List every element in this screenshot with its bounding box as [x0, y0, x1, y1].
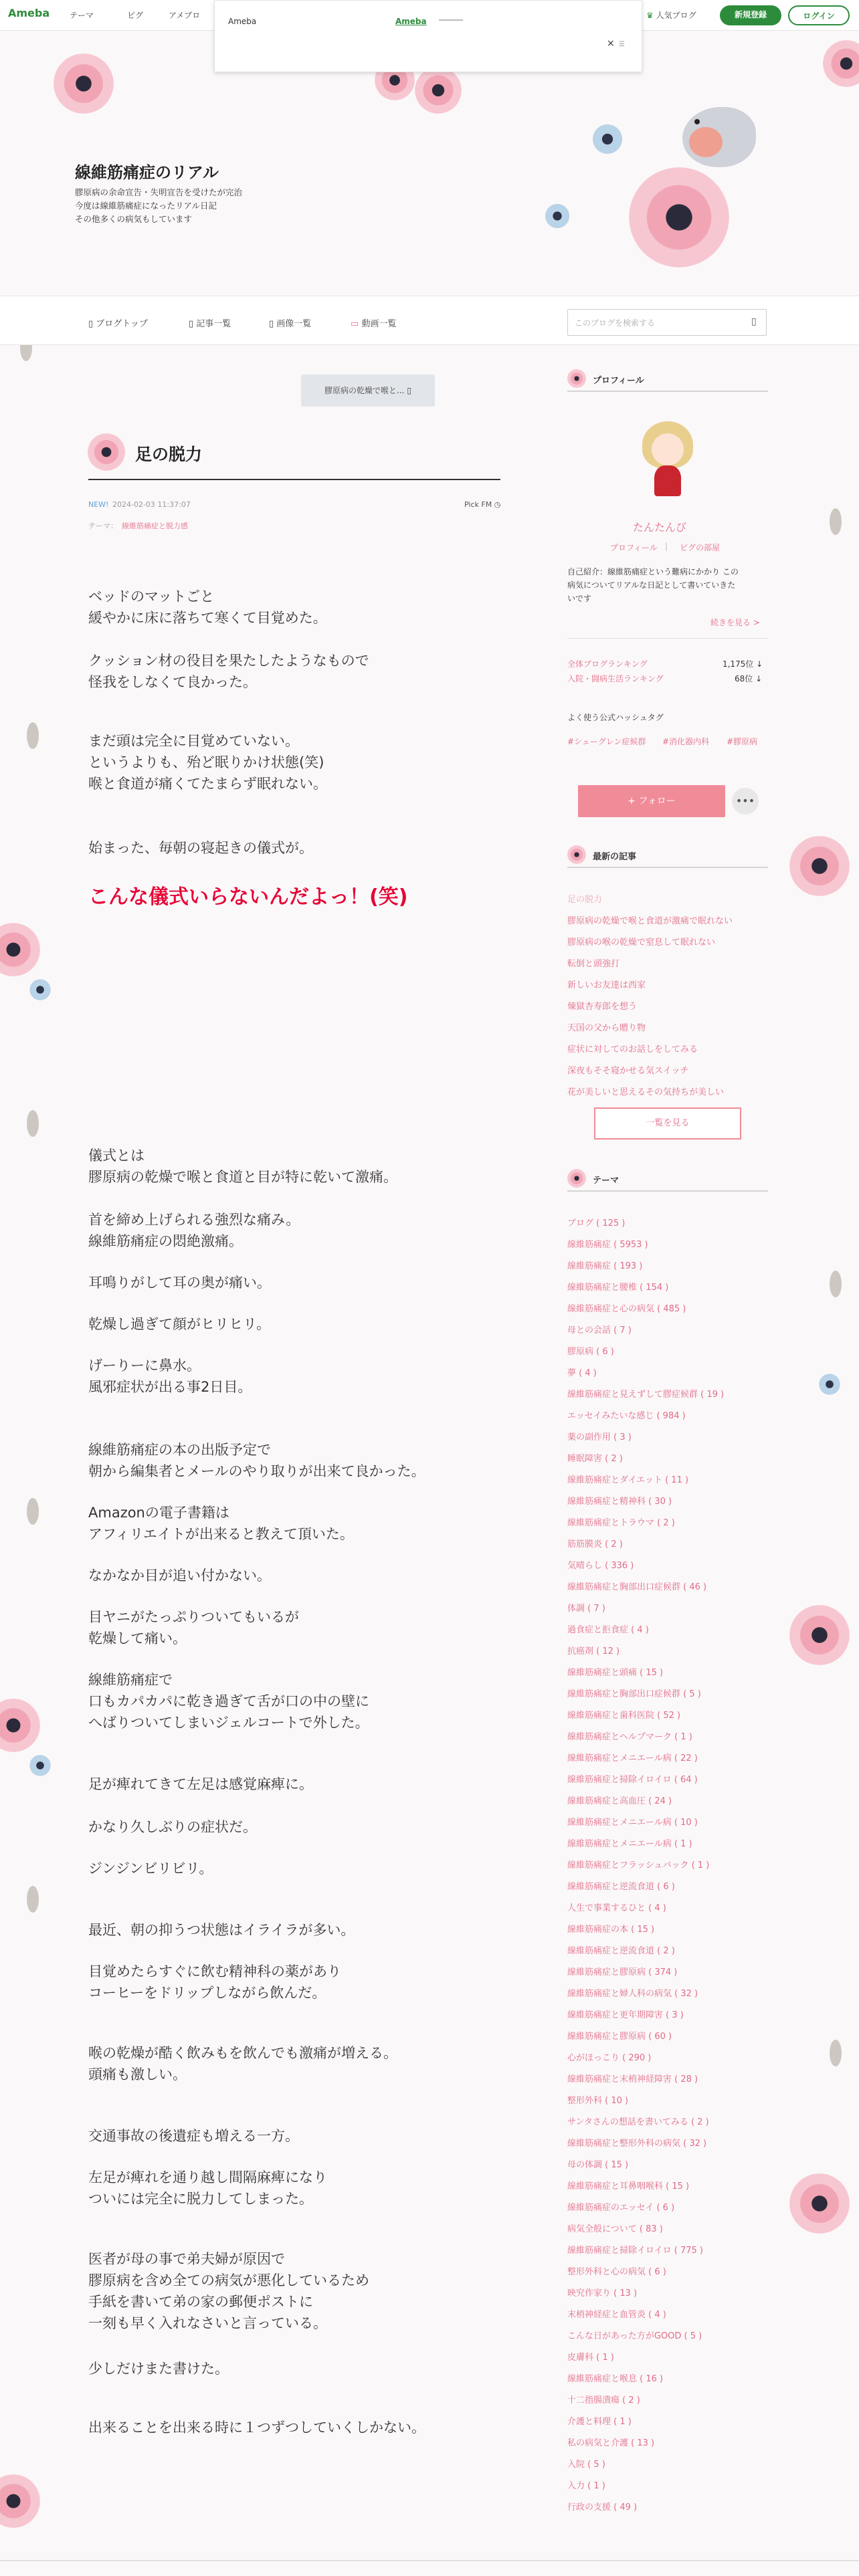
divider: [567, 638, 768, 639]
theme-link[interactable]: 線維筋痛症と耳鼻咽喉科 ( 15 ): [567, 2181, 690, 2191]
post-theme-link[interactable]: 線維筋痛症と脱力感: [122, 522, 188, 530]
post-paragraph: 左足が痺れを通り越し間隔麻痺になり ついには完全に脱力してしまった。: [88, 2169, 327, 2207]
leaf-decoration: [27, 722, 39, 749]
theme-link[interactable]: 線維筋痛症と見えずして膠症候群 ( 19 ): [567, 1390, 725, 1400]
topbar-link-ameblo[interactable]: アメブロ: [169, 11, 201, 20]
pickfm-button[interactable]: [464, 500, 500, 509]
flower-icon: [567, 369, 586, 388]
theme-link[interactable]: 病気全般について ( 83 ): [567, 2224, 663, 2234]
nav-video-list[interactable]: [351, 316, 396, 329]
pigg-room-link[interactable]: ピグの部屋: [680, 543, 721, 552]
theme-link[interactable]: 線維筋痛症と膠原病 ( 60 ): [567, 2032, 672, 2042]
ameba-popup: [214, 0, 642, 72]
post-paragraph: 目覚めたらすぐに飲む精神科の薬があり コーヒーをドリップしながら飲んだ。: [88, 1963, 341, 2001]
menu-icon[interactable]: ☰: [619, 41, 625, 48]
theme-link[interactable]: 整形外科と心の病気 ( 6 ): [567, 2267, 666, 2277]
post-paragraph: ジンジンビリビリ。: [88, 1860, 213, 1876]
theme-link[interactable]: 線維筋痛症と末梢神経障害 ( 28 ): [567, 2074, 698, 2084]
more-options-button[interactable]: •••: [732, 788, 759, 815]
crown-icon: ♛: [646, 11, 654, 20]
theme-link[interactable]: 線維筋痛症と掃除イロイロ ( 64 ): [567, 1775, 698, 1785]
theme-link[interactable]: 線維筋痛症と整形外科の病気 ( 32 ): [567, 2139, 707, 2149]
info-icon: ◷: [494, 500, 501, 509]
latest-posts-heading: [567, 845, 768, 868]
blog-title[interactable]: 線維筋痛症のリアル: [75, 163, 219, 182]
leaf-decoration: [27, 1110, 39, 1137]
post-paragraph: 線維筋痛症で 口もカパカパに乾き過ぎて舌が口の中の壁に へばりついてしまいジェルコートで外した。: [88, 1672, 369, 1731]
post-paragraph: 目ヤニがたっぷりついてもいるが 乾燥して痛い。: [88, 1609, 299, 1646]
theme-link[interactable]: 線維筋痛症のエッセイ ( 6 ): [567, 2203, 675, 2213]
theme-link[interactable]: 末梢神経症と血管炎 ( 4 ): [567, 2310, 666, 2320]
post-paragraph: 始まった、毎朝の寝起きの儀式が。: [88, 840, 313, 856]
flower-icon: [567, 1169, 586, 1188]
theme-link[interactable]: 線維筋痛症と頭痛 ( 15 ): [567, 1668, 664, 1678]
theme-link[interactable]: 線維筋痛症とダイエット ( 11 ): [567, 1475, 689, 1485]
theme-link[interactable]: 夢 ( 4 ): [567, 1368, 597, 1378]
post-paragraph: 出来ることを出来る時に１つずつしていくしかない。: [88, 2420, 425, 2436]
video-icon: ▭: [351, 319, 359, 329]
theme-link[interactable]: エッセイみたいな感じ ( 984 ): [567, 1411, 686, 1421]
theme-link[interactable]: 線維筋痛症と更年期障害 ( 3 ): [567, 2010, 684, 2020]
hashtag-heading: よく使う公式ハッシュタグ: [567, 713, 664, 722]
nav-article-list-label: 記事一覧: [196, 319, 231, 329]
profile-text: いです: [567, 594, 592, 603]
flower-icon: [567, 845, 586, 864]
post-theme-label: テーマ：: [88, 522, 118, 530]
theme-link[interactable]: 過食症と拒食症 ( 4 ): [567, 1625, 649, 1635]
theme-link[interactable]: こんな日があった方がGOOD ( 5 ): [567, 2331, 702, 2341]
theme-link[interactable]: 線維筋痛症とフラッシュバック ( 1 ): [567, 1860, 710, 1870]
post-paragraph: 最近、朝の抑うつ状態はイライラが多い。: [88, 1922, 355, 1938]
post-title-flower-icon: [88, 433, 125, 471]
ranking-link-overall[interactable]: 全体ブログランキング: [567, 659, 648, 669]
theme-link[interactable]: 薬の副作用 ( 3 ): [567, 1432, 632, 1442]
flower-decoration: [816, 1371, 843, 1398]
theme-link[interactable]: 線維筋痛症の本 ( 15 ): [567, 1925, 655, 1935]
popup-brand: Ameba: [228, 17, 257, 26]
post-paragraph: クッション材の役目を果たしたようなもので 怪我をしなくて良かった。: [88, 653, 369, 690]
profile-text: 自己紹介：線維筋痛症という難病にかかり この: [567, 567, 739, 576]
post-paragraph: 首を締め上げられる強烈な痛み。 線維筋痛症の悶絶激痛。: [88, 1212, 300, 1249]
latest-post-link[interactable]: 症状に対してのお話しをしてみる: [567, 1045, 698, 1055]
topbar-link-pigg[interactable]: ピグ: [127, 11, 144, 20]
blog-description-line: その他多くの病気もしています: [75, 214, 193, 224]
blog-description-line: 膠原病の余命宣告・失明宣告を受けたが完治: [75, 187, 243, 197]
theme-link[interactable]: 十二指腸潰瘍 ( 2 ): [567, 2395, 640, 2405]
latest-posts-heading-label: 最新の記事: [593, 852, 637, 862]
flower-decoration: [415, 67, 462, 114]
leaf-decoration: [830, 2040, 842, 2066]
theme-link[interactable]: 私の病気と介護 ( 13 ): [567, 2438, 655, 2448]
profile-heading: [567, 369, 768, 392]
blog-search[interactable]: [567, 309, 767, 336]
nav-video-list-label: 動画一覧: [361, 319, 397, 329]
view-all-posts-button[interactable]: 一覧を見る: [594, 1107, 741, 1140]
theme-link[interactable]: 線維筋痛症と膠原病 ( 374 ): [567, 1967, 678, 1977]
theme-link[interactable]: 膠原病 ( 6 ): [567, 1347, 614, 1357]
flower-decoration: [0, 923, 40, 976]
post-title[interactable]: 足の脱力: [135, 445, 203, 464]
flower-decoration: [0, 1699, 40, 1752]
theme-link[interactable]: 線維筋痛症とメニエール病 ( 22 ): [567, 1753, 698, 1763]
theme-link[interactable]: 睡眠障害 ( 2 ): [567, 1454, 623, 1464]
flower-decoration: [0, 2474, 40, 2528]
theme-link[interactable]: 気晴らし ( 336 ): [567, 1561, 634, 1571]
theme-link[interactable]: ブログ ( 125 ): [567, 1218, 626, 1228]
theme-link[interactable]: 抗癌剤 ( 12 ): [567, 1646, 620, 1656]
theme-link[interactable]: 線維筋痛症 ( 5953 ): [567, 1240, 648, 1250]
list-icon: ▯: [189, 319, 194, 329]
ameba-logo[interactable]: Ameba: [8, 7, 50, 19]
latest-post-link[interactable]: 膠原病の喉の乾燥で窒息して眠れない: [567, 938, 716, 948]
latest-post-link[interactable]: 膠原病の乾燥で喉と食道が激痛で眠れない: [567, 916, 733, 926]
theme-heading: [567, 1169, 768, 1192]
ranking-value-overall: 1,175位 ↓: [723, 659, 763, 669]
theme-link[interactable]: 人生で事業するひと ( 4 ): [567, 1903, 666, 1913]
close-icon[interactable]: ×: [607, 38, 615, 49]
theme-link[interactable]: 体調 ( 7 ): [567, 1604, 605, 1614]
theme-link[interactable]: 入院 ( 5 ): [567, 2460, 605, 2470]
profile-text: 病気についてリアルな日記として書いていきた: [567, 580, 736, 590]
post-paragraph: ベッドのマットごと 緩やかに床に落ちて寒くて目覚めた。: [88, 588, 327, 626]
theme-link[interactable]: 線維筋痛症と腰椎 ( 154 ): [567, 1283, 669, 1293]
avatar-dress: [654, 465, 681, 496]
theme-link[interactable]: 線維筋痛症 ( 193 ): [567, 1261, 643, 1271]
theme-link[interactable]: 入力 ( 1 ): [567, 2481, 605, 2491]
theme-link[interactable]: 線維筋痛症とメニエール病 ( 1 ): [567, 1839, 692, 1849]
nav-article-list[interactable]: [189, 316, 231, 329]
post-paragraph: なかなか目が追い付かない。: [88, 1568, 271, 1584]
latest-post-link[interactable]: 深夜もそそ寝かせる気スイッチ: [567, 1066, 689, 1076]
avatar[interactable]: [637, 421, 698, 500]
profile-heading-label: プロフィール: [593, 376, 644, 386]
flower-decoration: [54, 53, 114, 114]
post-paragraph: 儀式とは 膠原病の乾燥で喉と食道と目が特に乾いて激痛。: [88, 1148, 397, 1185]
search-input[interactable]: このブログを検索する: [575, 318, 656, 328]
post-paragraph: 線維筋痛症の本の出版予定で 朝から編集者とメールのやり取りが出来て良かった。: [88, 1442, 425, 1479]
hashtag-link[interactable]: #膠原病: [727, 737, 758, 746]
flower-decoration: [789, 2173, 850, 2234]
post-paragraph: まだ頭は完全に目覚めていない。 というよりも、殆ど眠りかけ状態(笑) 喉と食道が痛くてたまらず眠れない。: [88, 733, 327, 792]
post-paragraph: 乾燥し過ぎて顔がヒリヒリ。: [88, 1316, 270, 1332]
flower-decoration: [542, 201, 573, 231]
leaf-decoration: [830, 1271, 842, 1297]
new-badge: NEW!: [88, 500, 109, 509]
post-paragraph: かなり久しぶりの症状だ。: [88, 1819, 257, 1835]
theme-link[interactable]: 線維筋痛症と精神科 ( 30 ): [567, 1497, 672, 1507]
latest-post-link[interactable]: 足の脱力: [567, 895, 603, 905]
arrow-icon: ▯: [407, 386, 411, 395]
flower-decoration: [629, 167, 729, 267]
theme-link[interactable]: 母との会話 ( 7 ): [567, 1325, 632, 1335]
popup-underline: [439, 19, 463, 21]
flower-decoration: [589, 120, 626, 158]
ranking-link-category[interactable]: 入院・闘病生活ランキング: [567, 674, 664, 683]
post-date: 2024-02-03 11:37:07: [112, 500, 191, 509]
theme-link[interactable]: 線維筋痛症とトラウマ ( 2 ): [567, 1518, 675, 1528]
nav-blog-top-label: ブログトップ: [96, 319, 148, 329]
nav-image-list[interactable]: [269, 316, 311, 329]
ranking-value-category: 68位 ↓: [735, 674, 763, 683]
bird-eye: [694, 119, 700, 124]
bird-illustration: [682, 107, 756, 167]
page-bottom-divider: [0, 2560, 859, 2561]
profile-link-separator: |: [665, 542, 668, 551]
theme-link[interactable]: サンタさんの想話を書いてみる ( 2 ): [567, 2117, 709, 2127]
post-paragraph: 交通事故の後遺症も増える一方。: [88, 2128, 299, 2144]
latest-post-link[interactable]: 天国の父から贈り物: [567, 1023, 646, 1033]
latest-post-link[interactable]: 転倒と頭強打: [567, 959, 620, 969]
post-paragraph: 医者が母の事で弟夫婦が原因で 膠原病を含め全ての病気が悪化しているため 手紙を書いて弟の家の郵便ポストに 一刻も早く入れなさいと言っている。: [88, 2251, 369, 2331]
theme-link[interactable]: 線維筋痛症と逆流食道 ( 6 ): [567, 1882, 675, 1892]
theme-link[interactable]: 母の体調 ( 15 ): [567, 2160, 629, 2170]
flower-decoration: [789, 1605, 850, 1665]
theme-link[interactable]: 線維筋痛症とメニエール病 ( 10 ): [567, 1818, 698, 1828]
theme-link[interactable]: 線維筋痛症と高血圧 ( 24 ): [567, 1796, 672, 1806]
theme-link[interactable]: 線維筋痛症と逆流食道 ( 2 ): [567, 1946, 675, 1956]
theme-link[interactable]: 線維筋痛症と胸部出口症候群 ( 5 ): [567, 1689, 701, 1699]
latest-post-link[interactable]: 花が美しいと思えるその気持ちが美しい: [567, 1087, 725, 1097]
theme-link[interactable]: 線維筋痛症と掃除イロイロ ( 775 ): [567, 2246, 703, 2256]
leaf-decoration: [27, 1498, 39, 1525]
leaf-decoration: [27, 1886, 39, 1913]
nav-blog-top[interactable]: [88, 316, 148, 329]
theme-link[interactable]: 筋筋膜炎 ( 2 ): [567, 1539, 623, 1549]
theme-link[interactable]: 線維筋痛症と婦人科の病気 ( 32 ): [567, 1989, 698, 1999]
post-highlight-text: こんな儀式いらないんだよっ！(笑): [88, 885, 408, 909]
theme-link[interactable]: 線維筋痛症とヘルプマーク ( 1 ): [567, 1732, 692, 1742]
login-button[interactable]: ログイン: [788, 5, 850, 25]
theme-link[interactable]: 線維筋痛症と胸部出口症候群 ( 46 ): [567, 1582, 707, 1592]
bird-breast: [689, 127, 723, 157]
post-paragraph: 足が痺れてきて左足は感覚麻痺に。: [88, 1776, 313, 1792]
image-icon: ▯: [269, 319, 274, 329]
hashtag-link[interactable]: #シェーグレン症候群: [567, 737, 646, 746]
theme-link[interactable]: 皮膚科 ( 1 ): [567, 2353, 614, 2363]
theme-link[interactable]: 心がほっこり ( 290 ): [567, 2053, 652, 2063]
profile-link[interactable]: プロフィール: [610, 543, 658, 552]
theme-link[interactable]: 映究作家り ( 13 ): [567, 2288, 638, 2298]
post-paragraph: 喉の乾燥が酷く飲みもを飲んでも激痛が増える。 頭痛も激しい。: [88, 2045, 397, 2082]
latest-post-link[interactable]: 煉獄杏寿郎を想う: [567, 1002, 638, 1012]
post-paragraph: 少しだけまた書けた。: [88, 2361, 229, 2377]
popular-blog-link[interactable]: [646, 9, 696, 21]
avatar-face: [652, 433, 684, 465]
popup-link[interactable]: Ameba: [395, 17, 427, 26]
previous-post-link[interactable]: [301, 374, 435, 407]
blog-nav: [0, 296, 859, 345]
flower-decoration: [27, 1752, 54, 1779]
theme-link[interactable]: 介護と料理 ( 1 ): [567, 2417, 632, 2427]
title-underline: [88, 479, 500, 480]
blog-description-line: 今度は線維筋痛症になったリアル日記: [75, 201, 217, 211]
flower-decoration: [789, 836, 850, 896]
theme-heading-label: テーマ: [593, 1176, 619, 1186]
post-paragraph: Amazonの電子書籍は アフィリエイトが出来ると教えて頂いた。: [88, 1505, 354, 1542]
theme-link[interactable]: 整形外科 ( 10 ): [567, 2096, 629, 2106]
latest-post-link[interactable]: 新しいお友達は西家: [567, 980, 646, 990]
leaf-decoration: [830, 508, 842, 535]
register-button[interactable]: 新規登録: [720, 5, 781, 25]
topbar-link-theme[interactable]: テーマ: [70, 11, 94, 20]
nav-image-list-label: 画像一覧: [276, 319, 312, 329]
theme-link[interactable]: 線維筋痛症と心の病気 ( 485 ): [567, 1304, 686, 1314]
post-paragraph: 耳鳴りがして耳の奥が痛い。: [88, 1275, 271, 1291]
search-icon[interactable]: ▯: [751, 316, 757, 327]
home-icon: ▯: [88, 319, 94, 329]
popular-blog-label: 人気ブログ: [656, 11, 696, 20]
profile-more-link[interactable]: 続きを見る >: [710, 618, 760, 627]
previous-post-label: 膠原病の乾燥で喉と...: [324, 386, 405, 395]
hashtag-link[interactable]: #消化器内科: [662, 737, 710, 746]
theme-link[interactable]: 線維筋痛症と喉息 ( 16 ): [567, 2374, 664, 2384]
pickfm-label: Pick FM: [464, 500, 492, 509]
theme-link[interactable]: 線維筋痛症と歯科医院 ( 52 ): [567, 1711, 681, 1721]
theme-link[interactable]: 行政の支援 ( 49 ): [567, 2502, 638, 2512]
post-paragraph: げーりーに鼻水。 風邪症状が出る事2日目。: [88, 1358, 252, 1395]
profile-name[interactable]: たんたんび: [633, 521, 687, 534]
flower-decoration: [27, 976, 54, 1003]
follow-button[interactable]: + フォロー: [578, 785, 725, 817]
flower-decoration: [823, 40, 859, 87]
